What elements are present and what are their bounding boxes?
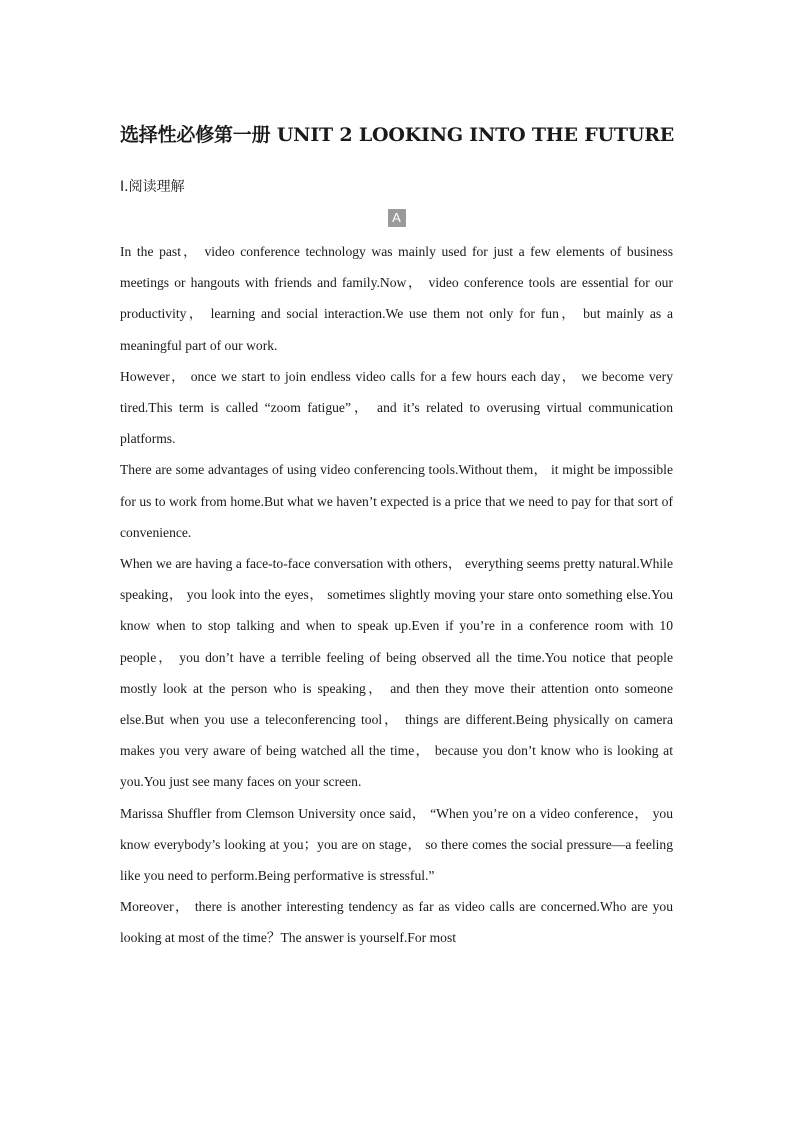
passage-badge-row — [120, 209, 673, 227]
page-title: 选择性必修第一册 UNIT 2 LOOKING INTO THE FUTURE — [120, 124, 675, 146]
paragraph: When we are having a face-to-face conversation with others， everything seems pretty natural.While speaking， you look into the eyes， sometimes slightly moving your stare onto something else.You know when to stop talking and when to speak up.Even if you’re in a conference room with 10 people， you don’t have a terrible feeling of being observed all the time.You notice that people mostly look at the person who is speaking， and then they move their attention onto someone else.But when you use a teleconferencing tool， things are different.Being physically on camera makes you very aware of being watched all the time， because you don’t know who is looking at you.You just see many faces on your screen. — [120, 556, 673, 790]
paragraph: There are some advantages of using video conferencing tools.Without them， it might be impossible for us to work from home.But what we haven’t expected is a price that we need to pay for that sort of convenience. — [120, 462, 673, 540]
paragraph: In the past， video conference technology was mainly used for just a few elements of business meetings or hangouts with friends and family.Now， video conference tools are essential for our productivity， learning and social interaction.We use them not only for fun， but mainly as a meaningful part of our work. — [120, 244, 673, 353]
passage-body — [120, 236, 673, 954]
paragraph: Marissa Shuffler from Clemson University once said， “When you’re on a video conference， you know everybody’s looking at you；you are on stage， so there comes the social pressure—a feeling like you need to perform.Being performative is stressful.” — [120, 805, 673, 884]
section-heading: Ⅰ.阅读理解 — [120, 179, 185, 195]
paragraph: Moreover， there is another interesting tendency as far as video calls are concerned.Who are you looking at most of the time？The answer is yourself.For most — [120, 899, 673, 946]
paragraph: However， once we start to join endless video calls for a few hours each day， we become very tired.This term is called “zoom fatigue”， and it’s related to overusing virtual communication platforms. — [120, 368, 673, 447]
passage-badge: A — [388, 209, 406, 227]
